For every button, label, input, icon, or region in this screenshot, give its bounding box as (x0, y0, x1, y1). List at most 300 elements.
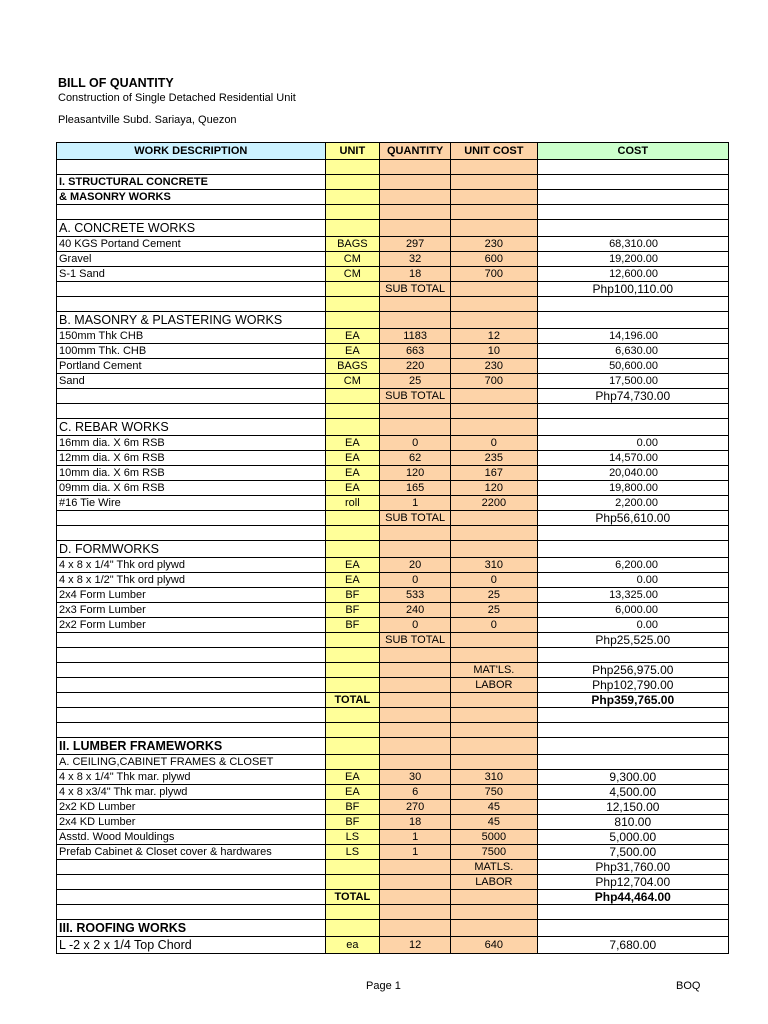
cell-quantity (380, 648, 451, 663)
cell-unit: TOTAL (325, 890, 380, 905)
cell-cost: Php31,760.00 (537, 860, 728, 875)
cell-cost (537, 708, 728, 723)
table-row (57, 815, 729, 830)
cell-quantity: 25 (380, 374, 451, 389)
cell-quantity: 663 (380, 344, 451, 359)
table-row (57, 708, 729, 723)
table-row (57, 890, 729, 905)
cell-unit (325, 220, 380, 237)
cell-unit: EA (325, 436, 380, 451)
cell-unit (325, 663, 380, 678)
boq-table-body (57, 143, 729, 954)
table-row (57, 451, 729, 466)
table-row (57, 558, 729, 573)
cell-unit-cost: 600 (451, 252, 537, 267)
cell-quantity: 18 (380, 815, 451, 830)
cell-unit-cost (451, 389, 537, 404)
cell-description: Asstd. Wood Mouldings (57, 830, 326, 845)
cell-unit-cost: 700 (451, 374, 537, 389)
table-row (57, 785, 729, 800)
table-row (57, 282, 729, 297)
table-row (57, 359, 729, 374)
cell-description: III. ROOFING WORKS (57, 920, 326, 937)
table-row (57, 800, 729, 815)
cell-description: 100mm Thk. CHB (57, 344, 326, 359)
cell-description: 4 x 8 x 1/4" Thk ord plywd (57, 558, 326, 573)
cell-description: 10mm dia. X 6m RSB (57, 466, 326, 481)
table-row (57, 633, 729, 648)
cell-quantity (380, 220, 451, 237)
cell-description: C. REBAR WORKS (57, 419, 326, 436)
table-row (57, 252, 729, 267)
table-row (57, 267, 729, 282)
cell-unit: BAGS (325, 359, 380, 374)
cell-description: 2x4 KD Lumber (57, 815, 326, 830)
cell-unit: BF (325, 800, 380, 815)
cell-description: I. STRUCTURAL CONCRETE (57, 175, 326, 190)
cell-quantity (380, 860, 451, 875)
cell-quantity: 32 (380, 252, 451, 267)
cell-cost (537, 404, 728, 419)
table-row (57, 481, 729, 496)
cell-description (57, 526, 326, 541)
cell-description (57, 890, 326, 905)
cell-cost (537, 312, 728, 329)
cell-quantity (380, 190, 451, 205)
cell-unit-cost: 230 (451, 359, 537, 374)
cell-description: 4 x 8 x3/4" Thk mar. plywd (57, 785, 326, 800)
cell-unit-cost: 750 (451, 785, 537, 800)
cell-quantity: 6 (380, 785, 451, 800)
cell-unit (325, 312, 380, 329)
cell-cost: 12,150.00 (537, 800, 728, 815)
cell-unit: EA (325, 770, 380, 785)
cell-description: 12mm dia. X 6m RSB (57, 451, 326, 466)
cell-unit-cost (451, 890, 537, 905)
cell-quantity: 1 (380, 496, 451, 511)
cell-description: D. FORMWORKS (57, 541, 326, 558)
cell-cost: 810.00 (537, 815, 728, 830)
cell-unit (325, 648, 380, 663)
cell-cost: 9,300.00 (537, 770, 728, 785)
cell-unit-cost (451, 419, 537, 436)
cell-unit (325, 175, 380, 190)
cell-quantity: 297 (380, 237, 451, 252)
cell-unit-cost (451, 755, 537, 770)
cell-unit: BF (325, 815, 380, 830)
cell-unit: EA (325, 558, 380, 573)
cell-quantity (380, 678, 451, 693)
document-title: BILL OF QUANTITY (58, 76, 174, 90)
cell-unit (325, 282, 380, 297)
cell-quantity: SUB TOTAL (380, 282, 451, 297)
cell-description (57, 678, 326, 693)
column-header-unit-cost: UNIT COST (451, 143, 537, 160)
sheet-name: BOQ (676, 980, 701, 992)
cell-description (57, 297, 326, 312)
cell-cost: 20,040.00 (537, 466, 728, 481)
cell-unit: EA (325, 785, 380, 800)
table-row (57, 329, 729, 344)
cell-quantity: 0 (380, 436, 451, 451)
cell-cost (537, 220, 728, 237)
cell-unit-cost: LABOR (451, 678, 537, 693)
cell-unit-cost: 0 (451, 618, 537, 633)
cell-unit-cost: MATLS. (451, 860, 537, 875)
cell-quantity: 62 (380, 451, 451, 466)
project-name: Construction of Single Detached Residential Unit (58, 92, 296, 104)
table-row (57, 905, 729, 920)
cell-unit (325, 708, 380, 723)
cell-quantity: 12 (380, 937, 451, 954)
cell-quantity (380, 175, 451, 190)
table-row (57, 937, 729, 954)
column-header-quantity: QUANTITY (380, 143, 451, 160)
table-row (57, 344, 729, 359)
cell-unit-cost: 120 (451, 481, 537, 496)
cell-unit (325, 404, 380, 419)
cell-quantity (380, 890, 451, 905)
cell-unit (325, 678, 380, 693)
table-row (57, 845, 729, 860)
cell-unit (325, 297, 380, 312)
cell-unit-cost (451, 648, 537, 663)
cell-unit (325, 541, 380, 558)
cell-quantity: 533 (380, 588, 451, 603)
cell-unit-cost (451, 708, 537, 723)
cell-quantity: 120 (380, 466, 451, 481)
cell-cost: Php74,730.00 (537, 389, 728, 404)
cell-description: B. MASONRY & PLASTERING WORKS (57, 312, 326, 329)
table-header-row (57, 143, 729, 160)
cell-description (57, 723, 326, 738)
table-row (57, 436, 729, 451)
cell-quantity (380, 920, 451, 937)
cell-cost: 4,500.00 (537, 785, 728, 800)
cell-unit: EA (325, 451, 380, 466)
cell-unit-cost: 45 (451, 815, 537, 830)
cell-unit-cost (451, 282, 537, 297)
cell-unit (325, 205, 380, 220)
cell-unit-cost (451, 633, 537, 648)
table-row (57, 466, 729, 481)
column-header-cost: COST (537, 143, 728, 160)
cell-unit-cost: 25 (451, 603, 537, 618)
cell-unit-cost: 25 (451, 588, 537, 603)
cell-quantity (380, 526, 451, 541)
cell-cost: 0.00 (537, 573, 728, 588)
column-header-unit: UNIT (325, 143, 380, 160)
cell-description: II. LUMBER FRAMEWORKS (57, 738, 326, 755)
cell-cost (537, 175, 728, 190)
cell-description: 4 x 8 x 1/4" Thk mar. plywd (57, 770, 326, 785)
cell-cost: 0.00 (537, 436, 728, 451)
cell-quantity: SUB TOTAL (380, 511, 451, 526)
cell-description: Sand (57, 374, 326, 389)
cell-description (57, 693, 326, 708)
cell-unit-cost (451, 920, 537, 937)
cell-cost (537, 920, 728, 937)
cell-description: A. CONCRETE WORKS (57, 220, 326, 237)
cell-unit-cost: 45 (451, 800, 537, 815)
table-row (57, 663, 729, 678)
page-number: Page 1 (366, 980, 401, 992)
cell-cost (537, 648, 728, 663)
cell-description (57, 282, 326, 297)
table-row (57, 297, 729, 312)
cell-quantity: SUB TOTAL (380, 633, 451, 648)
cell-cost: 12,600.00 (537, 267, 728, 282)
cell-quantity: SUB TOTAL (380, 389, 451, 404)
cell-cost: Php100,110.00 (537, 282, 728, 297)
cell-unit: EA (325, 573, 380, 588)
cell-cost (537, 297, 728, 312)
cell-cost: 2,200.00 (537, 496, 728, 511)
cell-quantity: 0 (380, 618, 451, 633)
cell-cost: 14,196.00 (537, 329, 728, 344)
cell-unit-cost (451, 905, 537, 920)
cell-cost: 50,600.00 (537, 359, 728, 374)
cell-cost: 5,000.00 (537, 830, 728, 845)
table-row (57, 830, 729, 845)
cell-unit (325, 875, 380, 890)
boq-table (56, 142, 729, 954)
cell-unit-cost (451, 526, 537, 541)
cell-quantity (380, 160, 451, 175)
cell-description (57, 160, 326, 175)
table-row (57, 573, 729, 588)
cell-unit (325, 860, 380, 875)
cell-unit-cost: 2200 (451, 496, 537, 511)
cell-quantity: 1 (380, 830, 451, 845)
cell-quantity (380, 404, 451, 419)
cell-description: 4 x 8 x 1/2" Thk ord plywd (57, 573, 326, 588)
table-row (57, 738, 729, 755)
project-location: Pleasantville Subd. Sariaya, Quezon (58, 114, 237, 126)
cell-quantity (380, 205, 451, 220)
cell-description (57, 648, 326, 663)
cell-quantity: 30 (380, 770, 451, 785)
cell-unit: TOTAL (325, 693, 380, 708)
cell-unit: CM (325, 374, 380, 389)
table-row (57, 526, 729, 541)
cell-unit: BF (325, 618, 380, 633)
cell-unit-cost: LABOR (451, 875, 537, 890)
table-row (57, 374, 729, 389)
cell-unit (325, 633, 380, 648)
cell-unit-cost: 0 (451, 436, 537, 451)
cell-description: Portland Cement (57, 359, 326, 374)
cell-description: A. CEILING,CABINET FRAMES & CLOSET (57, 755, 326, 770)
cell-quantity: 220 (380, 359, 451, 374)
cell-quantity: 1183 (380, 329, 451, 344)
cell-unit-cost (451, 404, 537, 419)
cell-cost (537, 205, 728, 220)
cell-quantity: 165 (380, 481, 451, 496)
table-row (57, 755, 729, 770)
cell-cost: 6,000.00 (537, 603, 728, 618)
cell-unit-cost (451, 738, 537, 755)
cell-description (57, 663, 326, 678)
cell-description (57, 860, 326, 875)
cell-cost: 17,500.00 (537, 374, 728, 389)
column-header-work-description: WORK DESCRIPTION (57, 143, 326, 160)
cell-cost (537, 190, 728, 205)
cell-cost (537, 738, 728, 755)
table-row (57, 723, 729, 738)
cell-description: 2x4 Form Lumber (57, 588, 326, 603)
cell-quantity (380, 419, 451, 436)
cell-description (57, 389, 326, 404)
cell-cost: Php25,525.00 (537, 633, 728, 648)
cell-description: 2x2 Form Lumber (57, 618, 326, 633)
cell-unit-cost: 5000 (451, 830, 537, 845)
table-row (57, 678, 729, 693)
cell-unit: EA (325, 344, 380, 359)
table-row (57, 875, 729, 890)
cell-cost (537, 755, 728, 770)
cell-description: 09mm dia. X 6m RSB (57, 481, 326, 496)
cell-quantity: 270 (380, 800, 451, 815)
cell-unit-cost (451, 312, 537, 329)
cell-unit-cost: MAT'LS. (451, 663, 537, 678)
table-row (57, 389, 729, 404)
table-row (57, 205, 729, 220)
cell-unit-cost (451, 297, 537, 312)
table-row (57, 603, 729, 618)
cell-cost: 7,680.00 (537, 937, 728, 954)
table-row (57, 237, 729, 252)
cell-quantity (380, 738, 451, 755)
cell-description: L -2 x 2 x 1/4 Top Chord (57, 937, 326, 954)
cell-description (57, 633, 326, 648)
document-header (58, 76, 296, 127)
cell-quantity (380, 312, 451, 329)
cell-cost (537, 541, 728, 558)
cell-cost: Php102,790.00 (537, 678, 728, 693)
cell-unit (325, 905, 380, 920)
table-row (57, 860, 729, 875)
cell-unit-cost: 235 (451, 451, 537, 466)
cell-quantity: 1 (380, 845, 451, 860)
cell-quantity (380, 541, 451, 558)
table-row (57, 693, 729, 708)
cell-unit-cost: 167 (451, 466, 537, 481)
cell-unit: CM (325, 252, 380, 267)
cell-unit: BAGS (325, 237, 380, 252)
cell-unit-cost (451, 220, 537, 237)
cell-unit: BF (325, 603, 380, 618)
cell-quantity (380, 663, 451, 678)
cell-unit-cost (451, 190, 537, 205)
cell-description: #16 Tie Wire (57, 496, 326, 511)
cell-cost: Php256,975.00 (537, 663, 728, 678)
cell-unit (325, 419, 380, 436)
cell-unit-cost: 10 (451, 344, 537, 359)
cell-quantity (380, 693, 451, 708)
cell-description: Gravel (57, 252, 326, 267)
table-row (57, 588, 729, 603)
cell-cost: Php44,464.00 (537, 890, 728, 905)
cell-description: S-1 Sand (57, 267, 326, 282)
cell-unit (325, 755, 380, 770)
table-row (57, 190, 729, 205)
cell-cost: Php56,610.00 (537, 511, 728, 526)
cell-cost (537, 160, 728, 175)
cell-description: & MASONRY WORKS (57, 190, 326, 205)
cell-unit (325, 526, 380, 541)
cell-description (57, 511, 326, 526)
cell-unit (325, 738, 380, 755)
cell-cost: Php359,765.00 (537, 693, 728, 708)
cell-unit-cost (451, 511, 537, 526)
cell-cost: 7,500.00 (537, 845, 728, 860)
cell-unit (325, 723, 380, 738)
cell-unit (325, 389, 380, 404)
table-row (57, 496, 729, 511)
cell-description: 150mm Thk CHB (57, 329, 326, 344)
cell-unit: EA (325, 466, 380, 481)
table-row (57, 175, 729, 190)
cell-unit: EA (325, 329, 380, 344)
table-row (57, 511, 729, 526)
cell-description: 2x3 Form Lumber (57, 603, 326, 618)
cell-cost (537, 905, 728, 920)
table-row (57, 618, 729, 633)
cell-cost: 19,200.00 (537, 252, 728, 267)
cell-description (57, 875, 326, 890)
cell-unit-cost (451, 723, 537, 738)
cell-unit-cost: 7500 (451, 845, 537, 860)
cell-unit-cost: 12 (451, 329, 537, 344)
cell-quantity: 18 (380, 267, 451, 282)
cell-description (57, 905, 326, 920)
cell-unit: CM (325, 267, 380, 282)
cell-quantity (380, 723, 451, 738)
table-row (57, 404, 729, 419)
table-row (57, 541, 729, 558)
cell-unit-cost (451, 175, 537, 190)
cell-quantity (380, 755, 451, 770)
cell-unit-cost: 700 (451, 267, 537, 282)
cell-unit (325, 190, 380, 205)
cell-unit-cost (451, 205, 537, 220)
cell-cost: 13,325.00 (537, 588, 728, 603)
cell-cost: Php12,704.00 (537, 875, 728, 890)
cell-cost: 6,630.00 (537, 344, 728, 359)
cell-cost (537, 526, 728, 541)
cell-cost: 0.00 (537, 618, 728, 633)
table-row (57, 312, 729, 329)
cell-quantity: 240 (380, 603, 451, 618)
cell-unit (325, 511, 380, 526)
cell-quantity (380, 875, 451, 890)
cell-quantity (380, 905, 451, 920)
table-row (57, 160, 729, 175)
cell-cost: 6,200.00 (537, 558, 728, 573)
cell-description (57, 205, 326, 220)
cell-unit: roll (325, 496, 380, 511)
cell-cost: 14,570.00 (537, 451, 728, 466)
cell-unit-cost: 230 (451, 237, 537, 252)
cell-cost (537, 419, 728, 436)
cell-unit (325, 160, 380, 175)
cell-description: 16mm dia. X 6m RSB (57, 436, 326, 451)
cell-unit-cost (451, 541, 537, 558)
cell-unit: BF (325, 588, 380, 603)
table-row (57, 419, 729, 436)
cell-cost: 68,310.00 (537, 237, 728, 252)
